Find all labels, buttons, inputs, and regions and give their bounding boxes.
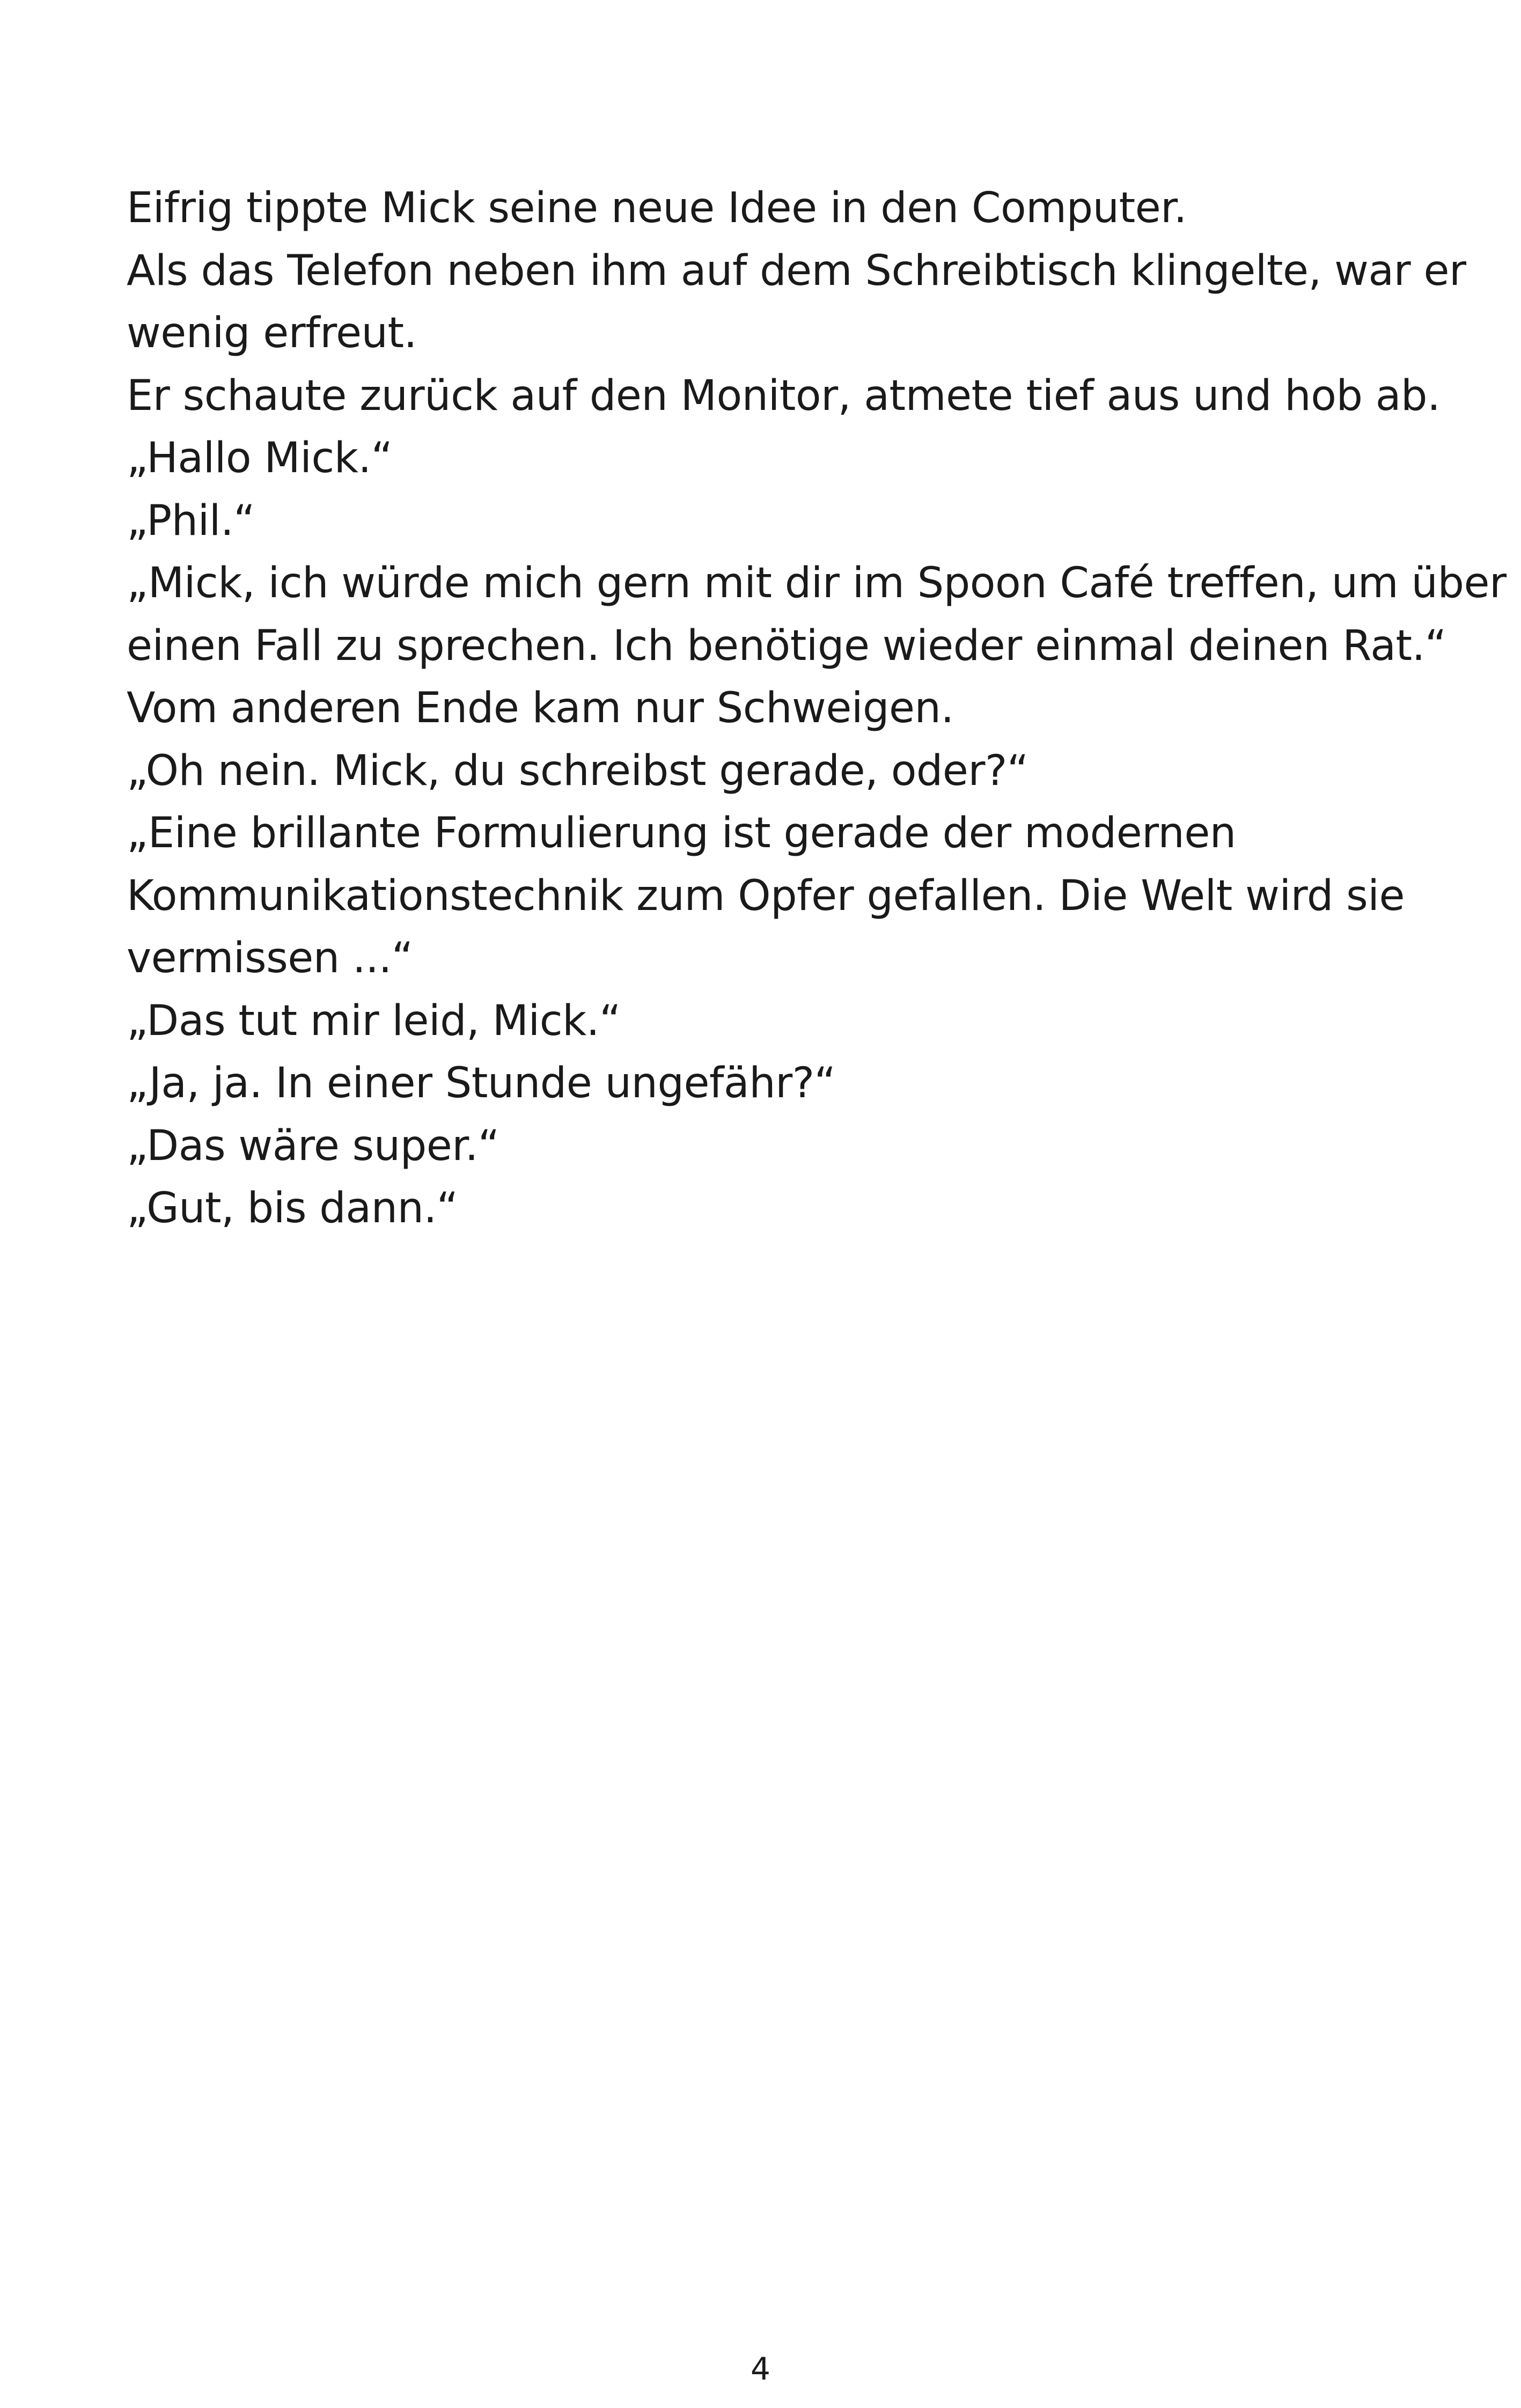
body-text: [127, 177, 1507, 1240]
text-line: „Gut, bis dann.“: [127, 1184, 458, 1232]
text-line: Vom anderen Ende kam nur Schweigen.: [127, 684, 954, 732]
text-line: „Mick, ich würde mich gern mit dir im Spoon Café treffen, um über: [127, 559, 1507, 607]
text-line: vermissen ...“: [127, 934, 413, 982]
text-line: „Eine brillante Formulierung ist gerade der modernen: [127, 809, 1236, 857]
text-line: Er schaute zurück auf den Monitor, atmete tief aus und hob ab.: [127, 371, 1441, 420]
text-line: „Ja, ja. In einer Stunde ungefähr?“: [127, 1059, 836, 1107]
page-number: 4: [751, 2351, 770, 2387]
text-line: „Das tut mir leid, Mick.“: [127, 996, 621, 1045]
text-line: „Hallo Mick.“: [127, 434, 393, 482]
text-line: Kommunikationstechnik zum Opfer gefallen. Die Welt wird sie: [127, 871, 1405, 920]
text-line: „Oh nein. Mick, du schreibst gerade, oder?“: [127, 746, 1028, 795]
text-line: Eifrig tippte Mick seine neue Idee in den Computer.: [127, 184, 1187, 232]
text-line: einen Fall zu sprechen. Ich benötige wieder einmal deinen Rat.“: [127, 621, 1446, 670]
text-line: „Phil.“: [127, 496, 255, 545]
text-line: wenig erfreut.: [127, 309, 417, 357]
text-line: Als das Telefon neben ihm auf dem Schreibtisch klingelte, war er: [127, 246, 1466, 295]
text-line: „Das wäre super.“: [127, 1121, 499, 1170]
